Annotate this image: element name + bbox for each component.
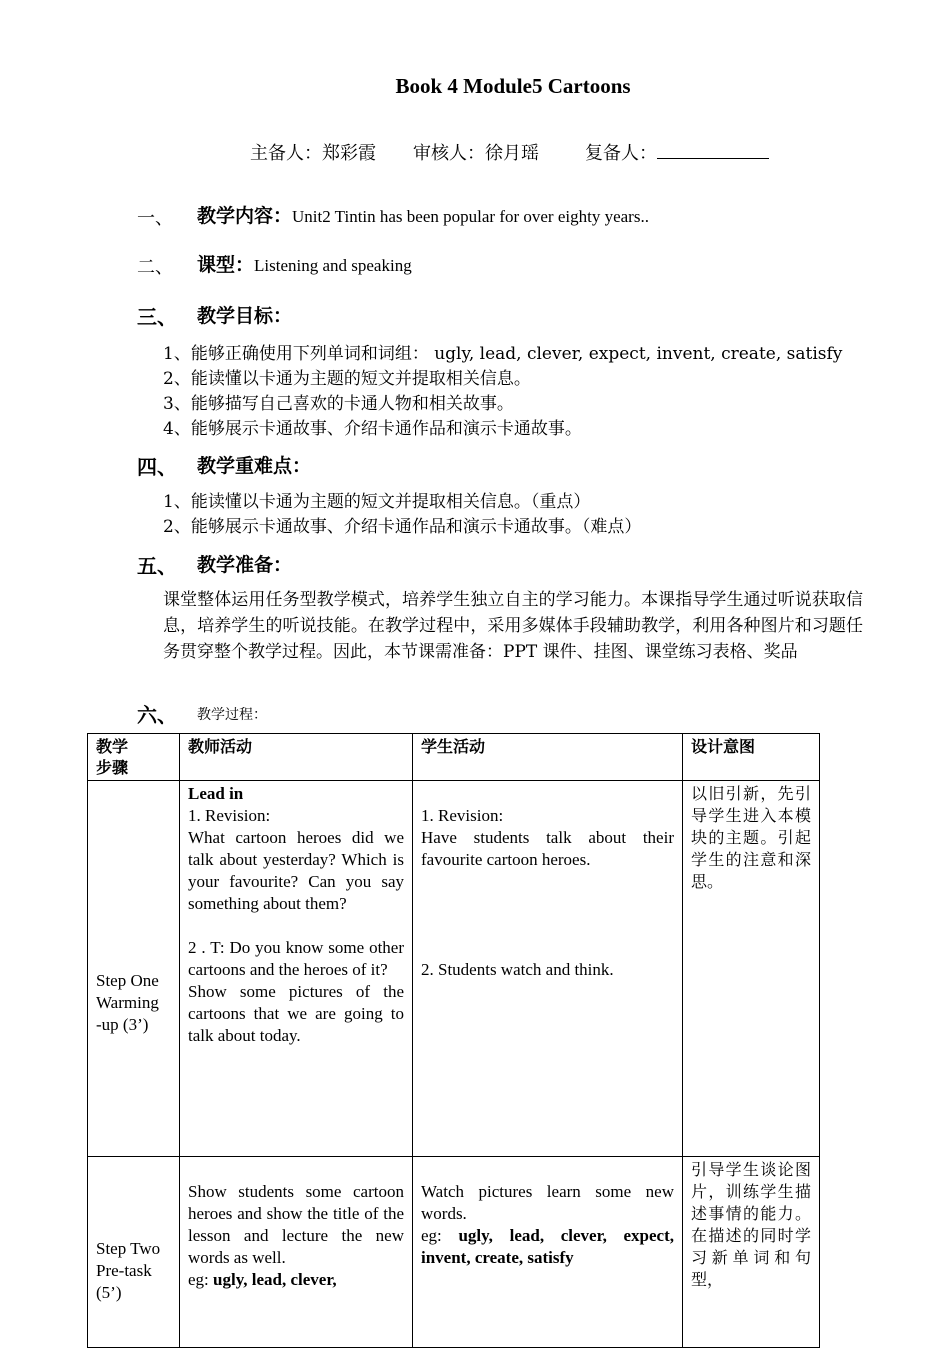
section-5-label: 教学准备： bbox=[197, 554, 293, 576]
teacher-revision-questions: What cartoon heroes did we talk about yesterday? Which is your favourite? Can you say something about them? bbox=[188, 828, 404, 913]
reviewer-label: 审核人： bbox=[413, 143, 485, 164]
section-3-label: 教学目标： bbox=[197, 305, 293, 327]
section-1-text: Unit2 Tintin has been popular for over eighty years.. bbox=[292, 207, 649, 226]
reviewer-name: 徐月瑶 bbox=[485, 143, 539, 164]
table-row bbox=[88, 1157, 820, 1348]
header-step-line-2: 步骤 bbox=[96, 758, 129, 777]
staff-line bbox=[250, 139, 376, 165]
student-watch-pictures: Watch pictures learn some new words. bbox=[421, 1182, 674, 1223]
student-revision-text: Have students talk about their favourite cartoon heroes. bbox=[421, 828, 674, 869]
step-two-line-3: (5’) bbox=[96, 1283, 122, 1302]
lead-in-title: Lead in bbox=[188, 784, 244, 803]
header-student: 学生活动 bbox=[413, 734, 683, 781]
teacher-eg-label: eg: bbox=[188, 1270, 214, 1289]
section-2-label: 课型： bbox=[197, 254, 255, 276]
key-point-1: 1、能读懂以卡通为主题的短文并提取相关信息。（重点） bbox=[163, 492, 591, 512]
section-1 bbox=[197, 201, 649, 228]
student-examples bbox=[421, 1225, 674, 1269]
table-row bbox=[88, 781, 820, 1157]
header-design: 设计意图 bbox=[683, 734, 820, 781]
teacher-activity-1 bbox=[180, 781, 413, 1157]
objective-1: 1、能够正确使用下列单词和词组： ugly, lead, clever, expect, invent, create, satisfy bbox=[163, 344, 843, 364]
section-5-number: 五、 bbox=[137, 554, 177, 578]
student-eg-label: eg: bbox=[421, 1226, 459, 1245]
design-intent-1: 以旧引新，先引导学生进入本模块的主题。引起学生的注意和深思。 bbox=[683, 781, 820, 1157]
section-2 bbox=[197, 250, 412, 277]
key-point-2: 2、能够展示卡通故事、介绍卡通作品和演示卡通故事。（难点） bbox=[163, 517, 642, 537]
student-eg-words: ugly, lead, clever, expect, invent, create, satisfy bbox=[421, 1226, 674, 1267]
teacher-eg-words: ugly, lead, clever, bbox=[213, 1270, 337, 1289]
teacher-revision-label: 1. Revision: bbox=[188, 806, 271, 825]
process-table bbox=[87, 733, 820, 1348]
teacher-question-2: 2 . T: Do you know some other cartoons and the heroes of it? bbox=[188, 938, 404, 979]
header-step bbox=[88, 734, 180, 781]
co-preparer-line bbox=[585, 139, 769, 165]
teacher-activity-2 bbox=[180, 1157, 413, 1348]
teacher-show-pictures: Show some pictures of the cartoons that we are going to talk about today. bbox=[188, 982, 404, 1045]
document-title: Book 4 Module5 Cartoons bbox=[395, 74, 631, 98]
step-two-line-2: Pre-task bbox=[96, 1261, 152, 1280]
step-two-line-1: Step Two bbox=[96, 1239, 161, 1258]
section-2-number: 二、 bbox=[137, 257, 173, 278]
objective-4: 4、能够展示卡通故事、介绍卡通作品和演示卡通故事。 bbox=[163, 419, 582, 439]
table-header-row bbox=[88, 734, 820, 781]
step-one-line-2: Warming bbox=[96, 992, 159, 1012]
co-preparer-label: 复备人： bbox=[585, 143, 657, 164]
design-intent-2: 引导学生谈论图片，训练学生描述事情的能力。在描述的同时学习新单词和句型， bbox=[683, 1157, 820, 1348]
teacher-examples bbox=[188, 1269, 404, 1291]
student-watch-think: 2. Students watch and think. bbox=[421, 960, 614, 979]
student-activity-1 bbox=[413, 781, 683, 1157]
section-3-number: 三、 bbox=[137, 305, 177, 329]
preparation-text: 课堂整体运用任务型教学模式，培养学生独立自主的学习能力。本课指导学生通过听说获取信息，培养学生的听说技能。在教学过程中，采用多媒体手段辅助教学，利用各种图片和习题任务贯穿整个教学过程。因此，本节课需准备：PPT 课件、挂图、课堂练习表格、奖品 bbox=[163, 590, 863, 662]
teacher-show-heroes: Show students some cartoon heroes and show the title of the lesson and lecture the new words as well. bbox=[188, 1182, 404, 1267]
preparer-name: 郑彩霞 bbox=[322, 143, 376, 164]
section-1-number: 一、 bbox=[137, 208, 173, 229]
reviewer-line bbox=[413, 139, 539, 165]
section-6-number: 六、 bbox=[137, 703, 177, 727]
step-two-cell bbox=[88, 1157, 180, 1348]
step-one-cell bbox=[88, 781, 180, 1157]
header-teacher: 教师活动 bbox=[180, 734, 413, 781]
preparer-label: 主备人： bbox=[250, 143, 322, 164]
section-2-text: Listening and speaking bbox=[254, 256, 412, 275]
section-4-number: 四、 bbox=[137, 455, 177, 479]
section-4-label: 教学重难点： bbox=[197, 455, 312, 477]
objective-3: 3、能够描写自己喜欢的卡通人物和相关故事。 bbox=[163, 394, 514, 414]
student-revision-label: 1. Revision: bbox=[421, 806, 504, 825]
step-one-line-1: Step One bbox=[96, 970, 159, 990]
objective-2: 2、能读懂以卡通为主题的短文并提取相关信息。 bbox=[163, 369, 531, 389]
section-6-label: 教学过程： bbox=[197, 707, 267, 723]
student-activity-2 bbox=[413, 1157, 683, 1348]
step-one-line-3: -up (3’) bbox=[96, 1014, 149, 1034]
co-preparer-blank bbox=[657, 144, 769, 159]
section-1-label: 教学内容： bbox=[197, 205, 293, 227]
header-step-line-1: 教学 bbox=[96, 737, 129, 756]
